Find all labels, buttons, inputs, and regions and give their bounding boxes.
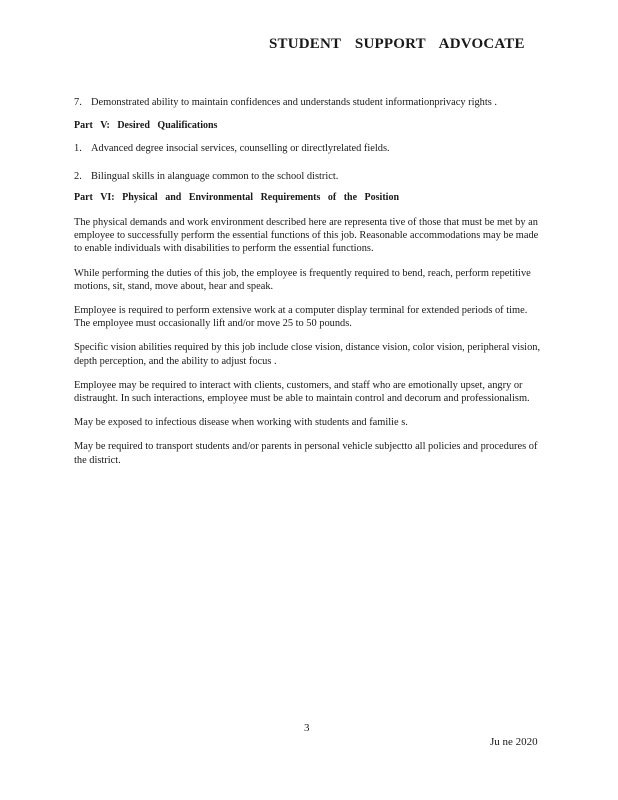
list-text: Bilingual skills in alanguage common to the school district. (91, 170, 339, 182)
list-item-7 (74, 96, 542, 109)
paragraph-vision: Specific vision abilities required by this job include close vision, distance vision, color vision, peripheral vision, depth perception, and the ability to adjust focus . (74, 342, 541, 367)
paragraph-physical-demands: The physical demands and work environment described here are representa tive of those that must be met by an employee to successfully perform the essential functions of this job. Reasonable accommodations may be made to enable individuals with disabilities to perform the essential functions. (74, 217, 539, 255)
section-heading-part-v: Part V: Desired Qualifications (74, 120, 218, 132)
list-item-1 (74, 142, 542, 155)
paragraph-computer-work: Employee is required to perform extensive work at a computer display terminal for extended periods of time. The employee must occasionally lift and/or move 25 to 50 pounds. (74, 305, 528, 330)
list-text: Demonstrated ability to maintain confidences and understands student informationprivacy rights . (91, 97, 498, 108)
footer-date: Ju ne 2020 (490, 736, 538, 748)
document-title: STUDENT SUPPORT ADVOCATE (269, 36, 525, 52)
paragraph-duties: While performing the duties of this job, the employee is frequently required to bend, reach, perform repetitive motions, sit, stand, move about, hear and speak. (74, 267, 531, 292)
paragraph-transport: May be required to transport students and/or parents in personal vehicle subjectto all policies and procedures of the district. (74, 441, 538, 466)
paragraph-interaction: Employee may be required to interact with clients, customers, and staff who are emotionally upset, angry or distraught. In such interactions, employee must be able to maintain control and decorum and professionalism. (74, 379, 530, 405)
page-number: 3 (304, 722, 310, 734)
paragraph-infectious-disease: May be exposed to infectious disease when working with students and familie s. (74, 417, 408, 429)
document-body (74, 96, 542, 478)
list-text: Advanced degree insocial services, counselling or directlyrelated fields. (91, 143, 390, 155)
list-item-2 (74, 170, 542, 183)
section-heading-part-vi: Part VI: Physical and Environmental Requirements of the Position (74, 191, 400, 203)
list-number: 1. (74, 143, 82, 155)
list-number: 2. (74, 170, 82, 182)
list-number: 7. (74, 97, 82, 108)
